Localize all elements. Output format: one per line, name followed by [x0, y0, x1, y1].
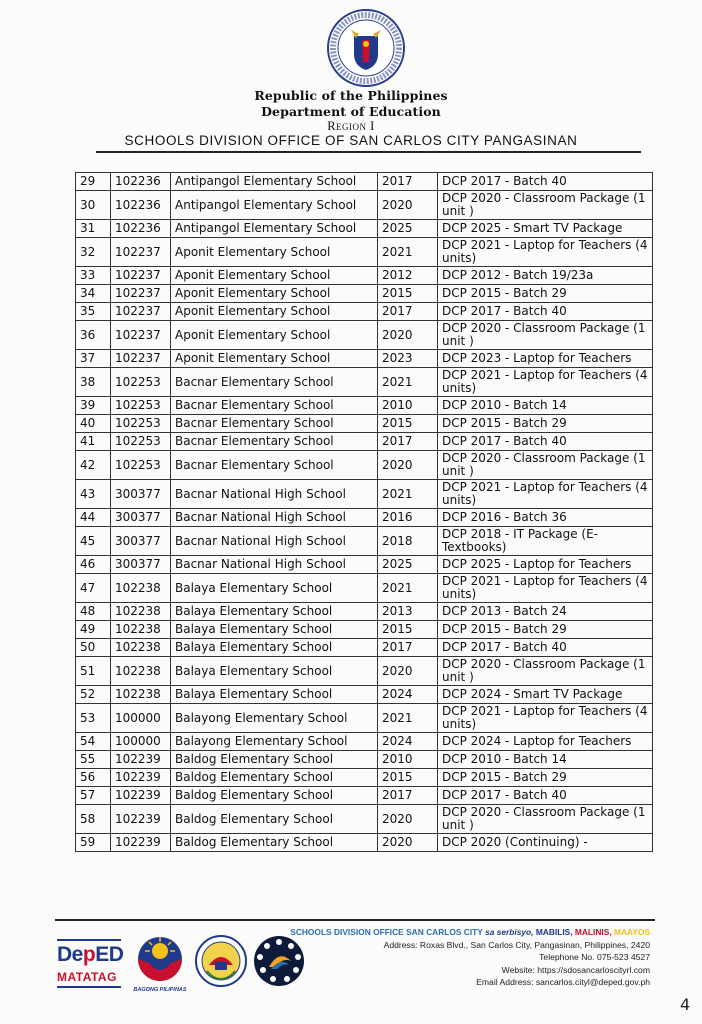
- footer-title: [290, 926, 650, 939]
- matatag-label: MATATAG: [57, 970, 117, 984]
- school-name-cell: Aponit Elementary School: [171, 238, 378, 267]
- dcp-package-cell: DCP 2017 - Batch 40: [438, 173, 653, 191]
- year-cell: 2021: [378, 238, 438, 267]
- deped-word-ed: ED: [95, 943, 124, 966]
- year-cell: 2020: [378, 191, 438, 220]
- year-cell: 2021: [378, 368, 438, 397]
- year-cell: 2020: [378, 451, 438, 480]
- table-row: [76, 368, 653, 397]
- school-name-cell: Bacnar Elementary School: [171, 451, 378, 480]
- row-number-cell: 57: [76, 787, 111, 805]
- dcp-package-cell: DCP 2024 - Laptop for Teachers: [438, 733, 653, 751]
- row-number-cell: 56: [76, 769, 111, 787]
- year-cell: 2016: [378, 509, 438, 527]
- dcp-package-cell: DCP 2015 - Batch 29: [438, 621, 653, 639]
- table-row: [76, 238, 653, 267]
- school-id-cell: 102253: [111, 451, 171, 480]
- header-office: SCHOOLS DIVISION OFFICE OF SAN CARLOS CITY PANGASINAN: [124, 133, 578, 148]
- year-cell: 2021: [378, 704, 438, 733]
- row-number-cell: 52: [76, 686, 111, 704]
- table-row: [76, 733, 653, 751]
- table-row: [76, 303, 653, 321]
- school-name-cell: Bacnar National High School: [171, 527, 378, 556]
- school-id-cell: 102238: [111, 574, 171, 603]
- row-number-cell: 45: [76, 527, 111, 556]
- row-number-cell: 31: [76, 220, 111, 238]
- dcp-package-cell: DCP 2021 - Laptop for Teachers (4 units): [438, 480, 653, 509]
- row-number-cell: 54: [76, 733, 111, 751]
- dcp-package-cell: DCP 2016 - Batch 36: [438, 509, 653, 527]
- table-row: [76, 397, 653, 415]
- deped-word-torch: p: [82, 943, 96, 966]
- row-number-cell: 43: [76, 480, 111, 509]
- school-id-cell: 102239: [111, 751, 171, 769]
- table-row: [76, 751, 653, 769]
- school-id-cell: 300377: [111, 527, 171, 556]
- year-cell: 2020: [378, 321, 438, 350]
- school-id-cell: 102237: [111, 238, 171, 267]
- year-cell: 2015: [378, 415, 438, 433]
- dcp-package-cell: DCP 2020 - Classroom Package (1 unit ): [438, 191, 653, 220]
- school-id-cell: 102236: [111, 173, 171, 191]
- deped-bottom-bar: [57, 986, 121, 988]
- school-id-cell: 102239: [111, 805, 171, 834]
- row-number-cell: 32: [76, 238, 111, 267]
- footer-logos: [55, 933, 295, 1003]
- school-id-cell: 102239: [111, 769, 171, 787]
- row-number-cell: 59: [76, 834, 111, 852]
- footer-website[interactable]: Website: https://sdosancarloscityrl.com: [501, 964, 650, 975]
- school-name-cell: Antipangol Elementary School: [171, 191, 378, 220]
- row-number-cell: 49: [76, 621, 111, 639]
- table-row: [76, 451, 653, 480]
- row-number-cell: 53: [76, 704, 111, 733]
- footer-contact: [290, 926, 650, 989]
- table-row: [76, 639, 653, 657]
- dcp-package-cell: DCP 2017 - Batch 40: [438, 303, 653, 321]
- row-number-cell: 35: [76, 303, 111, 321]
- school-name-cell: Bacnar Elementary School: [171, 415, 378, 433]
- year-cell: 2017: [378, 787, 438, 805]
- dcp-package-cell: DCP 2020 - Classroom Package (1 unit ): [438, 321, 653, 350]
- year-cell: 2024: [378, 733, 438, 751]
- school-name-cell: Balaya Elementary School: [171, 657, 378, 686]
- dcp-package-cell: DCP 2021 - Laptop for Teachers (4 units): [438, 574, 653, 603]
- school-name-cell: Balayong Elementary School: [171, 733, 378, 751]
- footer-office-name: SCHOOLS DIVISION OFFICE SAN CARLOS CITY: [290, 927, 483, 937]
- school-name-cell: Balaya Elementary School: [171, 639, 378, 657]
- table-row: [76, 509, 653, 527]
- year-cell: 2013: [378, 603, 438, 621]
- deped-matatag-logo: [55, 939, 123, 989]
- table-row: [76, 350, 653, 368]
- header-department: Department of Education: [261, 104, 441, 119]
- dcp-package-cell: DCP 2020 - Classroom Package (1 unit ): [438, 451, 653, 480]
- school-name-cell: Bacnar National High School: [171, 509, 378, 527]
- school-id-cell: 102238: [111, 657, 171, 686]
- row-number-cell: 41: [76, 433, 111, 451]
- deped-wordmark: [57, 943, 123, 967]
- school-id-cell: 100000: [111, 733, 171, 751]
- row-number-cell: 36: [76, 321, 111, 350]
- row-number-cell: 44: [76, 509, 111, 527]
- school-name-cell: Baldog Elementary School: [171, 805, 378, 834]
- dcp-package-cell: DCP 2013 - Batch 24: [438, 603, 653, 621]
- footer-motto-mabilis: MABILIS,: [535, 927, 573, 937]
- dcp-package-cell: DCP 2012 - Batch 19/23a: [438, 267, 653, 285]
- table-row: [76, 220, 653, 238]
- school-name-cell: Balayong Elementary School: [171, 704, 378, 733]
- school-name-cell: Baldog Elementary School: [171, 751, 378, 769]
- year-cell: 2015: [378, 769, 438, 787]
- dcp-package-cell: DCP 2021 - Laptop for Teachers (4 units): [438, 368, 653, 397]
- row-number-cell: 51: [76, 657, 111, 686]
- year-cell: 2024: [378, 686, 438, 704]
- dcp-package-cell: DCP 2020 (Continuing) -: [438, 834, 653, 852]
- table-row: [76, 834, 653, 852]
- school-id-cell: 102253: [111, 368, 171, 397]
- dcp-package-cell: DCP 2021 - Laptop for Teachers (4 units): [438, 238, 653, 267]
- year-cell: 2025: [378, 556, 438, 574]
- year-cell: 2020: [378, 657, 438, 686]
- deped-seal-icon: [326, 8, 406, 88]
- year-cell: 2017: [378, 173, 438, 191]
- table-row: [76, 433, 653, 451]
- school-name-cell: Antipangol Elementary School: [171, 173, 378, 191]
- school-id-cell: 102239: [111, 834, 171, 852]
- table-row: [76, 173, 653, 191]
- page-number: 4: [680, 995, 691, 1014]
- dcp-package-cell: DCP 2017 - Batch 40: [438, 787, 653, 805]
- school-id-cell: 102236: [111, 191, 171, 220]
- year-cell: 2012: [378, 267, 438, 285]
- table-row: [76, 527, 653, 556]
- dcp-package-cell: DCP 2020 - Classroom Package (1 unit ): [438, 657, 653, 686]
- school-id-cell: 102237: [111, 303, 171, 321]
- year-cell: 2023: [378, 350, 438, 368]
- year-cell: 2017: [378, 639, 438, 657]
- row-number-cell: 40: [76, 415, 111, 433]
- school-name-cell: Aponit Elementary School: [171, 267, 378, 285]
- school-id-cell: 102253: [111, 433, 171, 451]
- table-row: [76, 686, 653, 704]
- school-name-cell: Aponit Elementary School: [171, 303, 378, 321]
- row-number-cell: 48: [76, 603, 111, 621]
- footer-divider: [55, 919, 655, 921]
- table-row: [76, 787, 653, 805]
- table-row: [76, 415, 653, 433]
- dcp-package-cell: DCP 2017 - Batch 40: [438, 639, 653, 657]
- dcp-package-cell: DCP 2017 - Batch 40: [438, 433, 653, 451]
- school-name-cell: Bacnar National High School: [171, 556, 378, 574]
- deped-word-de: De: [57, 943, 83, 966]
- row-number-cell: 38: [76, 368, 111, 397]
- year-cell: 2020: [378, 834, 438, 852]
- school-id-cell: 102253: [111, 415, 171, 433]
- dcp-package-cell: DCP 2015 - Batch 29: [438, 415, 653, 433]
- school-id-cell: 300377: [111, 556, 171, 574]
- school-id-cell: 102239: [111, 787, 171, 805]
- school-id-cell: 102253: [111, 397, 171, 415]
- header-region: Region I: [327, 119, 375, 133]
- row-number-cell: 30: [76, 191, 111, 220]
- footer-motto-malinis: MALINIS,: [574, 927, 612, 937]
- row-number-cell: 33: [76, 267, 111, 285]
- school-id-cell: 300377: [111, 509, 171, 527]
- year-cell: 2025: [378, 220, 438, 238]
- table-row: [76, 556, 653, 574]
- year-cell: 2010: [378, 751, 438, 769]
- school-name-cell: Baldog Elementary School: [171, 834, 378, 852]
- dcp-package-cell: DCP 2023 - Laptop for Teachers: [438, 350, 653, 368]
- bagong-pilipinas-label: BAGONG PILIPINAS: [133, 987, 187, 993]
- year-cell: 2021: [378, 480, 438, 509]
- dcp-package-cell: DCP 2024 - Smart TV Package: [438, 686, 653, 704]
- school-id-cell: 100000: [111, 704, 171, 733]
- dcp-package-cell: DCP 2015 - Batch 29: [438, 285, 653, 303]
- row-number-cell: 55: [76, 751, 111, 769]
- school-name-cell: Bacnar Elementary School: [171, 433, 378, 451]
- school-name-cell: Aponit Elementary School: [171, 350, 378, 368]
- dcp-package-cell: DCP 2018 - IT Package (E-Textbooks): [438, 527, 653, 556]
- year-cell: 2015: [378, 621, 438, 639]
- table-row: [76, 285, 653, 303]
- dcp-package-cell: DCP 2020 - Classroom Package (1 unit ): [438, 805, 653, 834]
- row-number-cell: 37: [76, 350, 111, 368]
- table-row: [76, 480, 653, 509]
- school-name-cell: Antipangol Elementary School: [171, 220, 378, 238]
- table-row: [76, 805, 653, 834]
- table-row: [76, 657, 653, 686]
- year-cell: 2020: [378, 805, 438, 834]
- table-row: [76, 603, 653, 621]
- table-row: [76, 321, 653, 350]
- header-divider: [96, 151, 641, 153]
- header-republic: Republic of the Philippines: [254, 88, 448, 103]
- footer-address: Address: Roxas Blvd., San Carlos City, Pangasinan, Philippines, 2420: [383, 939, 650, 950]
- school-id-cell: 102238: [111, 686, 171, 704]
- footer-email[interactable]: Email Address: sancarlos.cityl@deped.gov.ph: [476, 977, 650, 987]
- table-row: [76, 769, 653, 787]
- table-row: [76, 574, 653, 603]
- footer-motto: sa serbisyo,: [485, 927, 534, 937]
- table-row: [76, 621, 653, 639]
- dcp-package-cell: DCP 2021 - Laptop for Teachers (4 units): [438, 704, 653, 733]
- row-number-cell: 39: [76, 397, 111, 415]
- row-number-cell: 42: [76, 451, 111, 480]
- year-cell: 2010: [378, 397, 438, 415]
- school-name-cell: Aponit Elementary School: [171, 285, 378, 303]
- dcp-package-cell: DCP 2025 - Laptop for Teachers: [438, 556, 653, 574]
- footer-motto-maayos: MAAYOS: [614, 927, 650, 937]
- school-id-cell: 102237: [111, 285, 171, 303]
- year-cell: 2021: [378, 574, 438, 603]
- school-id-cell: 102238: [111, 603, 171, 621]
- school-name-cell: Bacnar Elementary School: [171, 397, 378, 415]
- dcp-package-cell: DCP 2010 - Batch 14: [438, 397, 653, 415]
- table-row: [76, 191, 653, 220]
- school-id-cell: 102236: [111, 220, 171, 238]
- deped-top-bar: [57, 939, 121, 941]
- year-cell: 2018: [378, 527, 438, 556]
- year-cell: 2015: [378, 285, 438, 303]
- row-number-cell: 29: [76, 173, 111, 191]
- row-number-cell: 47: [76, 574, 111, 603]
- school-id-cell: 102237: [111, 321, 171, 350]
- table-row: [76, 704, 653, 733]
- table-body: [76, 173, 653, 852]
- school-id-cell: 102238: [111, 639, 171, 657]
- row-number-cell: 46: [76, 556, 111, 574]
- school-name-cell: Baldog Elementary School: [171, 787, 378, 805]
- school-name-cell: Bacnar National High School: [171, 480, 378, 509]
- dcp-inventory-table: [75, 172, 653, 852]
- school-id-cell: 102237: [111, 267, 171, 285]
- school-name-cell: Balaya Elementary School: [171, 574, 378, 603]
- footer-telephone: Telephone No. 075-523 4527: [539, 952, 650, 962]
- dcp-package-cell: DCP 2025 - Smart TV Package: [438, 220, 653, 238]
- bagong-pilipinas-logo: [131, 933, 189, 995]
- school-name-cell: Balaya Elementary School: [171, 621, 378, 639]
- year-cell: 2017: [378, 303, 438, 321]
- year-cell: 2017: [378, 433, 438, 451]
- row-number-cell: 58: [76, 805, 111, 834]
- school-name-cell: Balaya Elementary School: [171, 686, 378, 704]
- school-name-cell: Bacnar Elementary School: [171, 368, 378, 397]
- table-row: [76, 267, 653, 285]
- school-id-cell: 102238: [111, 621, 171, 639]
- row-number-cell: 50: [76, 639, 111, 657]
- dcp-package-cell: DCP 2010 - Batch 14: [438, 751, 653, 769]
- school-name-cell: Aponit Elementary School: [171, 321, 378, 350]
- school-name-cell: Baldog Elementary School: [171, 769, 378, 787]
- school-name-cell: Balaya Elementary School: [171, 603, 378, 621]
- school-id-cell: 300377: [111, 480, 171, 509]
- row-number-cell: 34: [76, 285, 111, 303]
- dcp-package-cell: DCP 2015 - Batch 29: [438, 769, 653, 787]
- school-id-cell: 102237: [111, 350, 171, 368]
- sdo-san-carlos-seal: [195, 935, 247, 987]
